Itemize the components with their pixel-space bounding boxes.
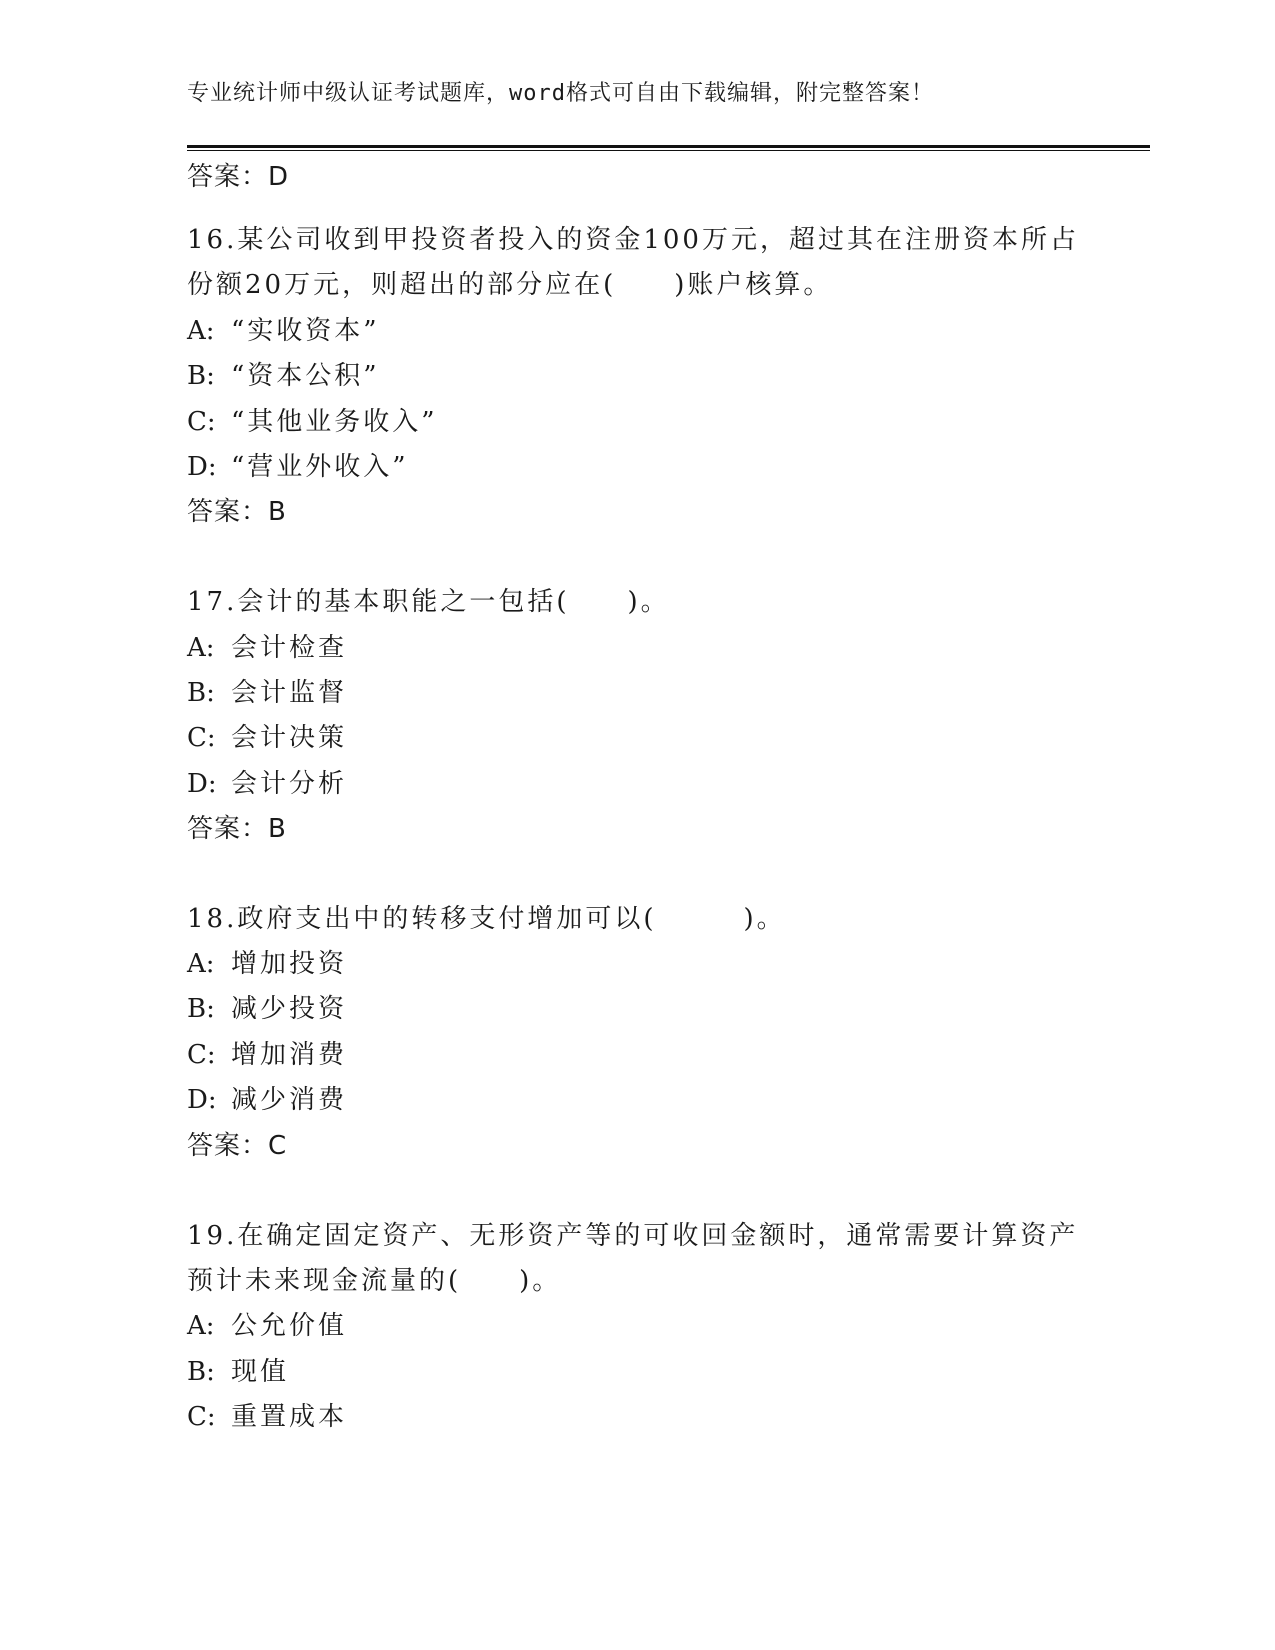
answer-line: 答案：B [187,814,287,844]
option-c [187,1399,347,1435]
option-letter: C: [187,723,216,753]
option-letter: C: [187,407,216,437]
option-c [187,720,347,756]
option-text: 增加消费 [231,1040,348,1070]
option-text: 公允价值 [231,1311,348,1341]
option-b [187,991,347,1027]
option-text: “资本公积” [231,361,380,391]
option-letter: A: [187,1311,215,1341]
question-stem-line: 17.会计的基本职能之一包括( )。 [187,587,670,617]
option-b [187,358,380,394]
option-letter: D: [187,769,217,799]
option-d [187,1082,347,1118]
option-text: 会计决策 [231,723,348,753]
previous-answer: 答案：D [187,162,290,192]
question-stem-line: 18.政府支出中的转移支付增加可以( )。 [187,904,786,934]
option-a [187,630,347,666]
option-text: “实收资本” [231,316,380,346]
option-letter: B: [187,1357,215,1387]
option-text: “营业外收入” [231,452,409,482]
option-d [187,449,409,485]
option-text: “其他业务收入” [231,407,438,437]
question-stem-line: 预计未来现金流量的( )。 [187,1266,562,1296]
option-d [187,766,347,802]
question-stem-line: 16.某公司收到甲投资者投入的资金100万元，超过其在注册资本所占 [187,225,1079,255]
option-a [187,313,380,349]
option-a [187,946,347,982]
header-divider-thin [187,150,1150,151]
option-a [187,1308,347,1344]
page-header: 专业统计师中级认证考试题库，word格式可自由下载编辑，附完整答案！ [187,81,934,106]
option-letter: D: [187,1085,217,1115]
question-stem-line: 份额20万元，则超出的部分应在( )账户核算。 [187,270,833,300]
option-c [187,404,438,440]
option-letter: D: [187,452,217,482]
option-text: 减少消费 [231,1085,348,1115]
option-b [187,1354,289,1390]
option-text: 重置成本 [231,1402,348,1432]
option-text: 减少投资 [231,994,348,1024]
option-letter: A: [187,949,215,979]
answer-line: 答案：B [187,497,287,527]
option-letter: A: [187,316,215,346]
option-letter: B: [187,361,215,391]
question-stem-line: 19.在确定固定资产、无形资产等的可收回金额时，通常需要计算资产 [187,1221,1079,1251]
option-text: 增加投资 [231,949,348,979]
option-b [187,675,347,711]
option-letter: C: [187,1402,216,1432]
option-text: 会计监督 [231,678,348,708]
answer-line: 答案：C [187,1131,288,1161]
option-letter: A: [187,633,215,663]
option-letter: B: [187,994,215,1024]
option-letter: C: [187,1040,216,1070]
option-c [187,1037,347,1073]
option-letter: B: [187,678,215,708]
option-text: 会计检查 [231,633,348,663]
header-divider-thick [187,145,1150,148]
option-text: 会计分析 [231,769,348,799]
option-text: 现值 [231,1357,290,1387]
